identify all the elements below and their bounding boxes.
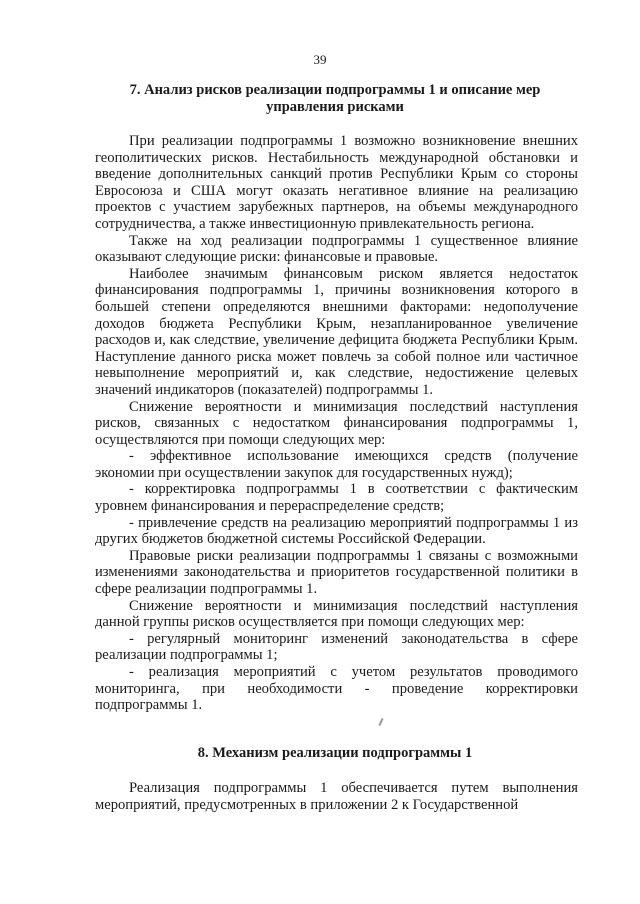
list-item: - реализация мероприятий с учетом результатов проводимого мониторинга, при необходимости - проведение корректировки подпрограммы 1. — [95, 664, 578, 714]
paragraph: При реализации подпрограммы 1 возможно возникновение внешних геополитических рисков. Нестабильность международной обстановки и введение дополнительных санкций против Республики Крым со стороны Евросоюза и США могут оказать негативное влияние на реализацию проектов с участием зарубежных партнеров, на объемы международного сотрудничества, а также инвестиционную привлекательность региона. — [95, 133, 578, 232]
paragraph: Снижение вероятности и минимизация последствий наступления рисков, связанных с недостатком финансирования подпрограммы 1, осуществляются при помощи следующих мер: — [95, 398, 578, 448]
section-7-heading: 7. Анализ рисков реализации подпрограммы 1 и описание мер управления рисками — [129, 82, 541, 115]
section-8-heading: 8. Механизм реализации подпрограммы 1 — [197, 745, 473, 761]
paragraph: Также на ход реализации подпрограммы 1 существенное влияние оказывают следующие риски: финансовые и правовые. — [95, 232, 578, 266]
paragraph: Наиболее значимым финансовым риском является недостаток финансирования подпрограммы 1, причины возникновения которого в большей степени определяются внешними факторами: недополучение доходов бюджета Республики Крым, незапланированное увеличение расходов и, как следствие, увеличение дефицита бюджета Республики Крым. Наступление данного риска может повлечь за собой полное или частичное невыполнение мероприятий и, как следствие, недостижение целевых значений индикаторов (показателей) подпрограммы 1. — [95, 265, 578, 398]
section-8-body — [95, 780, 578, 813]
list-item: - регулярный мониторинг изменений законодательства в сфере реализации подпрограммы 1; — [95, 630, 578, 664]
paragraph: Реализация подпрограммы 1 обеспечивается путем выполнения мероприятий, предусмотренных в приложении 2 к Государственной — [95, 780, 578, 813]
page-number: 39 — [313, 52, 327, 67]
list-item: - корректировка подпрограммы 1 в соответствии с фактическим уровнем финансирования и перераспределение средств; — [95, 481, 578, 515]
scan-mark — [378, 718, 383, 726]
paragraph: Снижение вероятности и минимизация последствий наступления данной группы рисков осуществляется при помощи следующих мер: — [95, 597, 578, 631]
section-7-body — [95, 133, 578, 714]
paragraph: Правовые риски реализации подпрограммы 1 связаны с возможными изменениями законодательства и приоритетов государственной политики в сфере реализации подпрограммы 1. — [95, 547, 578, 598]
list-item: - привлечение средств на реализацию мероприятий подпрограммы 1 из других бюджетов бюджетной системы Российской Федерации. — [95, 514, 578, 548]
list-item: - эффективное использование имеющихся средств (получение экономии при осуществлении закупок для государственных нужд); — [95, 448, 578, 481]
